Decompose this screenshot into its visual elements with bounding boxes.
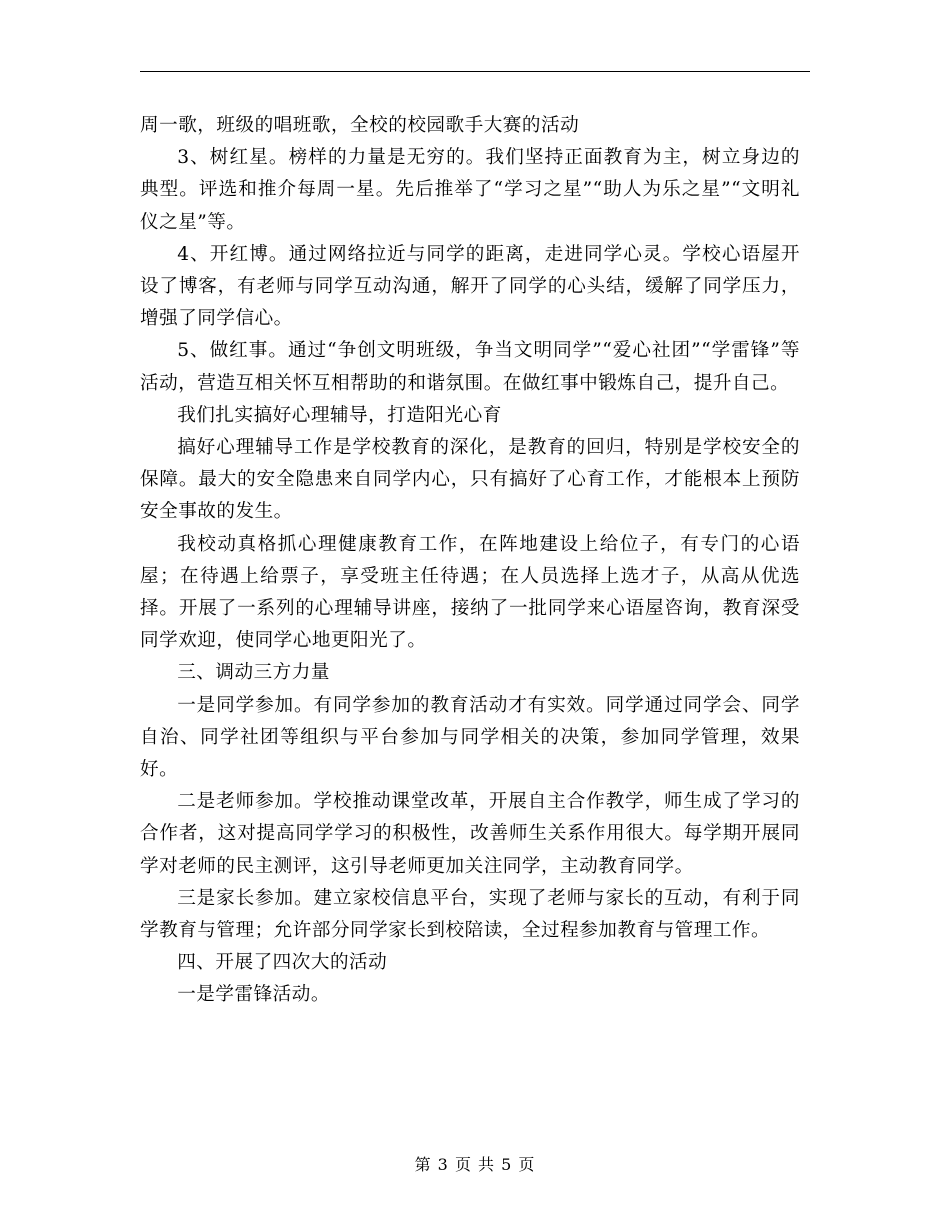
section-heading: 三、调动三方力量 (177, 662, 330, 684)
section-heading: 我们扎实搞好心理辅导，打造阳光心育 (177, 404, 502, 426)
header-rule (140, 71, 810, 72)
paragraph: 一是学雷锋活动。 (177, 984, 330, 1006)
paragraph: 二是老师参加。学校推动课堂改革，开展自主合作教学，师生成了学习的合作者，这对提高同学学习的积极性，改善师生关系作用很大。每学期开展同学对老师的民主测评，这引导老师更加关注同学，主动教育同学。 (140, 791, 800, 877)
paragraph: 三是家长参加。建立家校信息平台，实现了老师与家长的互动，有利于同学教育与管理；允许部分同学家长到校陪读，全过程参加教育与管理工作。 (140, 887, 800, 942)
page-number-footer: 第 3 页 共 5 页 (414, 1155, 536, 1174)
paragraph: 搞好心理辅导工作是学校教育的深化，是教育的回归，特别是学校安全的保障。最大的安全隐患来自同学内心，只有搞好了心育工作，才能根本上预防安全事故的发生。 (140, 437, 800, 523)
paragraph: 一是同学参加。有同学参加的教育活动才有实效。同学通过同学会、同学自治、同学社团等组织与平台参加与同学相关的决策，参加同学管理，效果好。 (140, 694, 800, 781)
paragraph: 3、树红星。榜样的力量是无穷的。我们坚持正面教育为主，树立身边的典型。评选和推介每周一星。先后推举了“学习之星”“助人为乐之星”“文明礼仪之星”等。 (140, 147, 800, 233)
paragraph: 4、开红博。通过网络拉近与同学的距离，走进同学心灵。学校心语屋开设了博客，有老师与同学互动沟通，解开了同学的心头结，缓解了同学压力，增强了同学信心。 (140, 243, 800, 330)
section-heading: 四、开展了四次大的活动 (177, 952, 388, 974)
paragraph: 5、做红事。通过“争创文明班级，争当文明同学”“爱心社团”“学雷锋”等活动，营造互相关怀互相帮助的和谐氛围。在做红事中锻炼自己，提升自己。 (140, 340, 800, 394)
paragraph: 周一歌，班级的唱班歌，全校的校园歌手大赛的活动 (140, 115, 580, 136)
paragraph: 我校动真格抓心理健康教育工作，在阵地建设上给位子，有专门的心语屋；在待遇上给票子，享受班主任待遇；在人员选择上选才子，从高从优选择。开展了一系列的心理辅导讲座，接纳了一批同学来心语屋咨询，教育深受同学欢迎，使同学心地更阳光了。 (140, 533, 800, 652)
document-body (140, 110, 800, 1012)
